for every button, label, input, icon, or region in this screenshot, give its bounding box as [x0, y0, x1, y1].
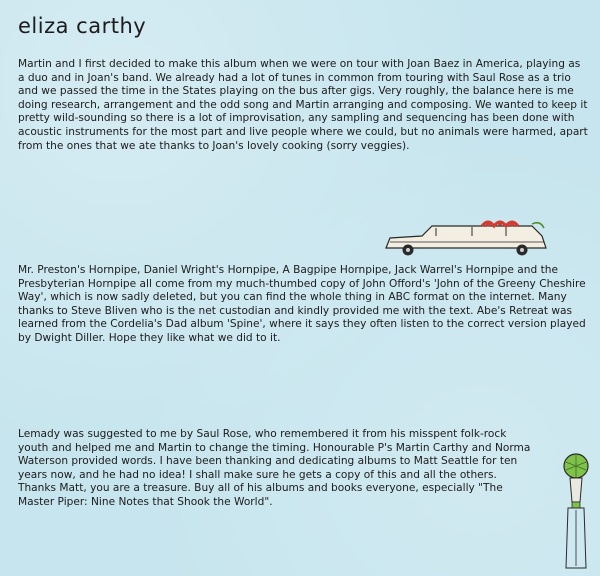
paragraph-lemady: Lemady was suggested to me by Saul Rose, who remembered it from his misspent folk-rock youth and helped me and Martin to change the timing. Honourable P's Martin Carthy and Norma Waterson provided words. I have been thanking and dedicating albums to Matt Seattle for ten years now, and he had no idea! I shall make sure he gets a copy of this and all the others. Thanks Matt, you are a treasure. Buy all of his albums and books everyone, especially "The Master Piper: Nine Notes that Shook the World".: [18, 428, 531, 508]
microphone-drawing: [556, 452, 596, 570]
paragraph-tour-story: Martin and I first decided to make this album when we were on tour with Joan Baez in America, playing as a duo and in Joan's band. We already had a lot of tunes in common from touring with Saul Rose as a trio and we passed the time in the States playing on the bus after gigs. Very roughly, the balance here is me doing research, arrangement and the odd song and Martin arranging and composing. We wanted to keep it pretty wild-sounding so there is a lot of improvisation, any sampling and sequencing has been done with acoustic instruments for the most part and live people where we could, but no animals were harmed, apart from the ones that we ate thanks to Joan's lovely cooking (sorry veggies).: [18, 58, 588, 152]
limousine-drawing: [382, 218, 550, 260]
page-title: eliza carthy: [18, 14, 147, 38]
paragraph-hornpipes: Mr. Preston's Hornpipe, Daniel Wright's Hornpipe, A Bagpipe Hornpipe, Jack Warrel's Hornpipe and the Presbyterian Hornpipe all come from my much-thumbed copy of John Offord's 'John of the Greeny Cheshire Way', which is now sadly deleted, but you can find the whole thing in ABC format on the internet. Many thanks to Steve Bliven who is the net custodian and kindly provided me with the text. Abe's Retreat was learned from the Cordelia's Dad album 'Spine', where it says they often listen to the correct version played by Dwight Diller. Hope they like what we did to it.: [18, 264, 586, 344]
